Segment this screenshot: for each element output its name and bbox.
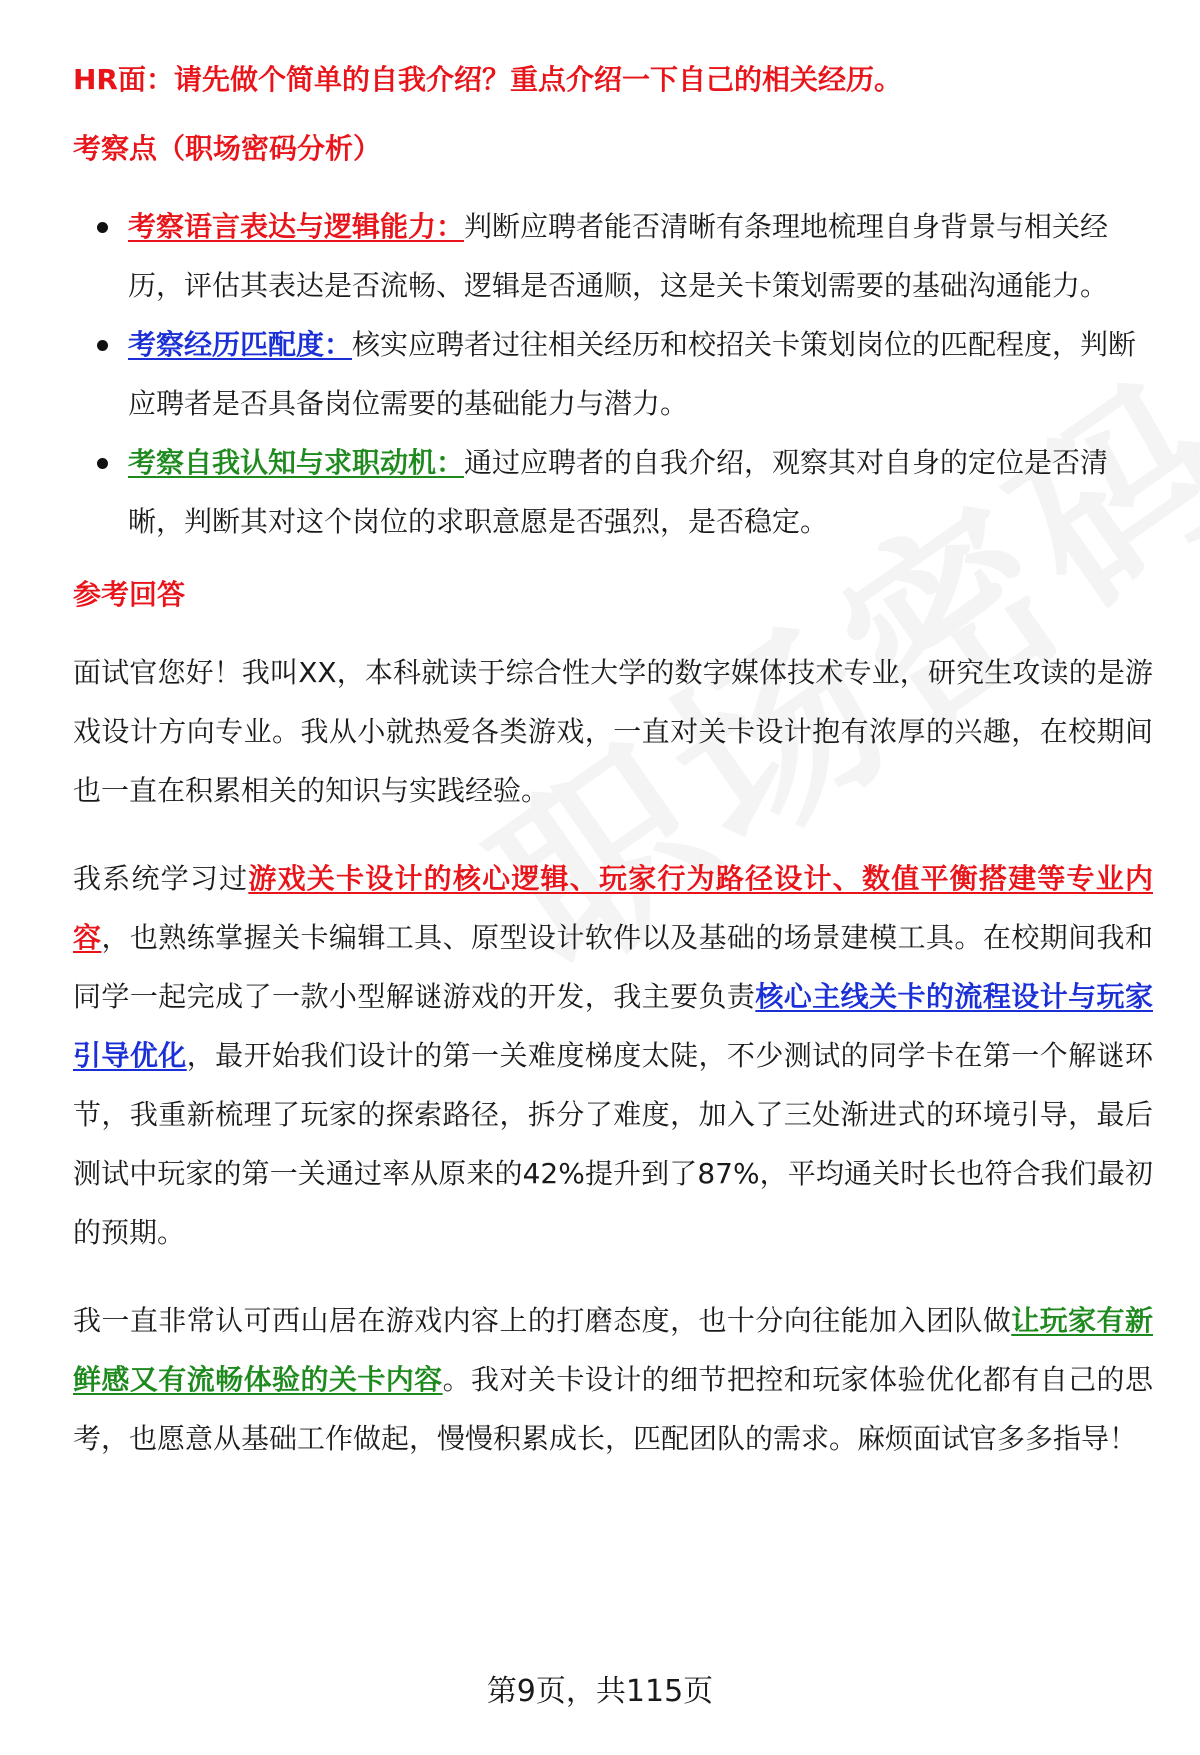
answer-paragraph-experience: [73, 849, 1153, 1262]
bullet-icon: [97, 458, 108, 469]
point-text: 通过应聘者的自我介绍，观察其对自身的定位是否清晰，判断其对这个岗位的求职意愿是否强烈，是否稳定。: [128, 446, 1109, 538]
answer-heading: 参考回答: [73, 578, 186, 611]
point-label: 考察语言表达与逻辑能力：: [128, 210, 465, 243]
point-text: 判断应聘者能否清晰有条理地梳理自身背景与相关经历，评估其表达是否流畅、逻辑是否通顺，这是关卡策划需要的基础沟通能力。: [128, 210, 1109, 302]
highlight-responsibility: 核心主线关卡的流程设计与玩家引导优化: [73, 980, 1153, 1072]
highlight-goal: 让玩家有新鲜感又有流畅体验的关卡内容: [73, 1304, 1153, 1396]
point-item-experience: [73, 315, 1153, 433]
analysis-heading: 考察点（职场密码分析）: [73, 132, 382, 165]
point-label: 考察自我认知与求职动机：: [128, 446, 465, 479]
point-text: 核实应聘者过往相关经历和校招关卡策划岗位的匹配程度，判断应聘者是否具备岗位需要的基础能力与潜力。: [128, 328, 1137, 420]
page-number: 第9页，共115页: [486, 1674, 714, 1709]
point-item-motivation: [73, 433, 1153, 551]
answer-text: 。我对关卡设计的细节把控和玩家体验优化都有自己的思考，也愿意从基础工作做起，慢慢积累成长，匹配团队的需求。麻烦面试官多多指导！: [73, 1363, 1153, 1455]
document-page: [73, 58, 1153, 1497]
question-title: HR面：请先做个简单的自我介绍？重点介绍一下自己的相关经历。: [73, 63, 902, 96]
answer-text: ，也熟练掌握关卡编辑工具、原型设计软件以及基础的场景建模工具。在校期间我和同学一起完成了一款小型解谜游戏的开发，我主要负责: [73, 921, 1153, 1013]
answer-text: 我系统学习过: [73, 862, 249, 895]
answer-text: 我一直非常认可西山居在游戏内容上的打磨态度，也十分向往能加入团队做: [73, 1304, 1012, 1337]
bullet-icon: [97, 222, 108, 233]
analysis-points: [73, 197, 1153, 551]
highlight-skills: 游戏关卡设计的核心逻辑、玩家行为路径设计、数值平衡搭建等专业内容: [73, 862, 1153, 954]
bullet-icon: [97, 340, 108, 351]
answer-paragraph-motivation: [73, 1291, 1153, 1468]
answer-paragraph-intro: 面试官您好！我叫XX，本科就读于综合性大学的数字媒体技术专业，研究生攻读的是游戏设计方向专业。我从小就热爱各类游戏，一直对关卡设计抱有浓厚的兴趣，在校期间也一直在积累相关的知识与实践经验。: [73, 656, 1153, 807]
point-label: 考察经历匹配度：: [128, 328, 353, 361]
point-item-language: [73, 197, 1153, 315]
answer-text: ，最开始我们设计的第一关难度梯度太陡，不少测试的同学卡在第一个解谜环节，我重新梳理了玩家的探索路径，拆分了难度，加入了三处渐进式的环境引导，最后测试中玩家的第一关通过率从原来的42%提升到了87%，平均通关时长也符合我们最初的预期。: [73, 1039, 1153, 1249]
